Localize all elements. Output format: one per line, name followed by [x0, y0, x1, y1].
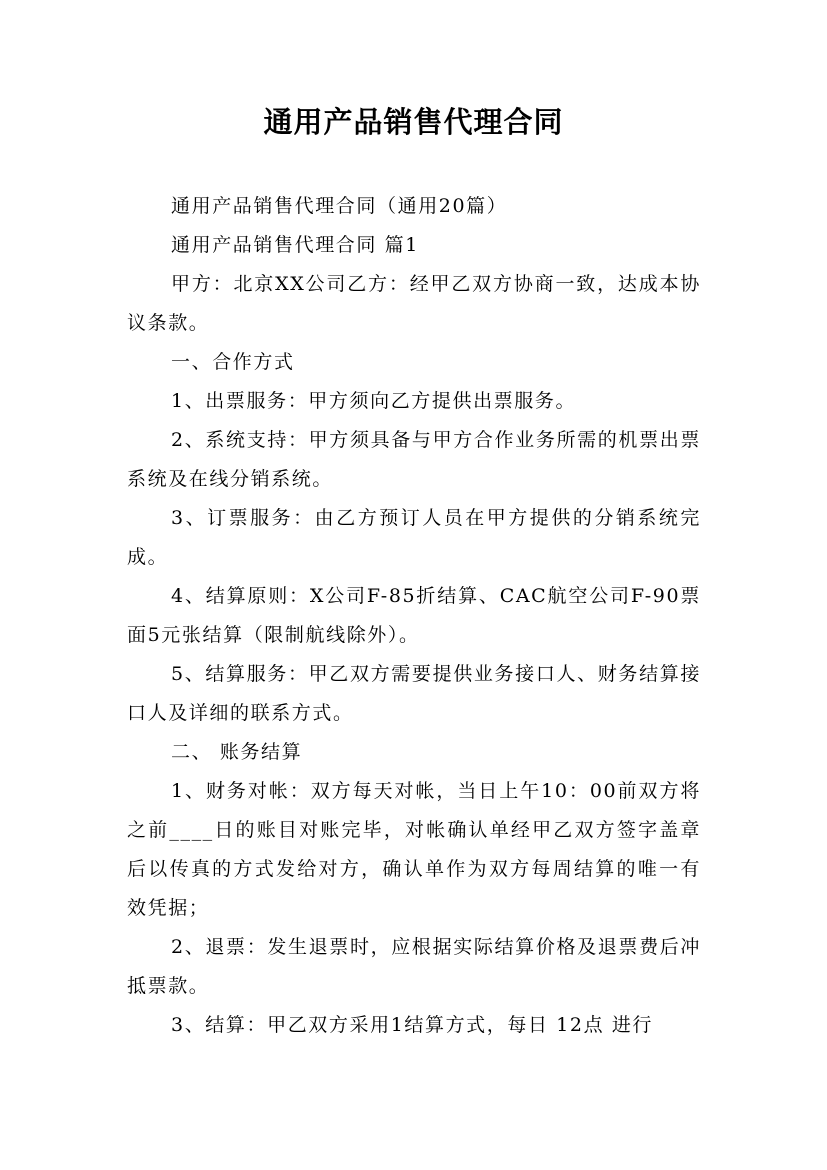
section-heading-accounts: 二、 账务结算 [171, 741, 303, 763]
clause-booking-service: 3、订票服务：由乙方预订人员在甲方提供的分销系统完成。 [127, 507, 701, 568]
clause-reconciliation: 1、财务对帐：双方每天对帐，当日上午10：00前双方将之前____日的账目对账完毕，对帐确认单经甲乙双方签字盖章后以传真的方式发给对方，确认单作为双方每周结算的唯一有效凭据； [127, 780, 701, 919]
clause-system-support: 2、系统支持：甲方须具备与甲方合作业务所需的机票出票系统及在线分销系统。 [127, 429, 701, 490]
paragraph-article-label: 通用产品销售代理合同 篇1 [171, 234, 419, 256]
paragraph-parties: 甲方：北京XX公司乙方：经甲乙双方协商一致，达成本协议条款。 [127, 273, 701, 334]
document-body [127, 187, 701, 1045]
clause-refund: 2、退票：发生退票时，应根据实际结算价格及退票费后冲抵票款。 [127, 936, 701, 997]
clause-settlement-principle: 4、结算原则：X公司F-85折结算、CAC航空公司F-90票面5元张结算（限制航线除外）。 [127, 585, 701, 646]
document-title: 通用产品销售代理合同 [263, 105, 564, 139]
paragraph-heading-main: 通用产品销售代理合同（通用20篇） [171, 195, 508, 217]
clause-ticketing-service: 1、出票服务：甲方须向乙方提供出票服务。 [171, 390, 577, 412]
section-heading-cooperation: 一、合作方式 [171, 351, 295, 373]
clause-settlement-service: 5、结算服务：甲乙双方需要提供业务接口人、财务结算接口人及详细的联系方式。 [127, 663, 701, 724]
clause-settlement: 3、结算：甲乙双方采用1结算方式，每日 12点 进行 [171, 1014, 654, 1036]
